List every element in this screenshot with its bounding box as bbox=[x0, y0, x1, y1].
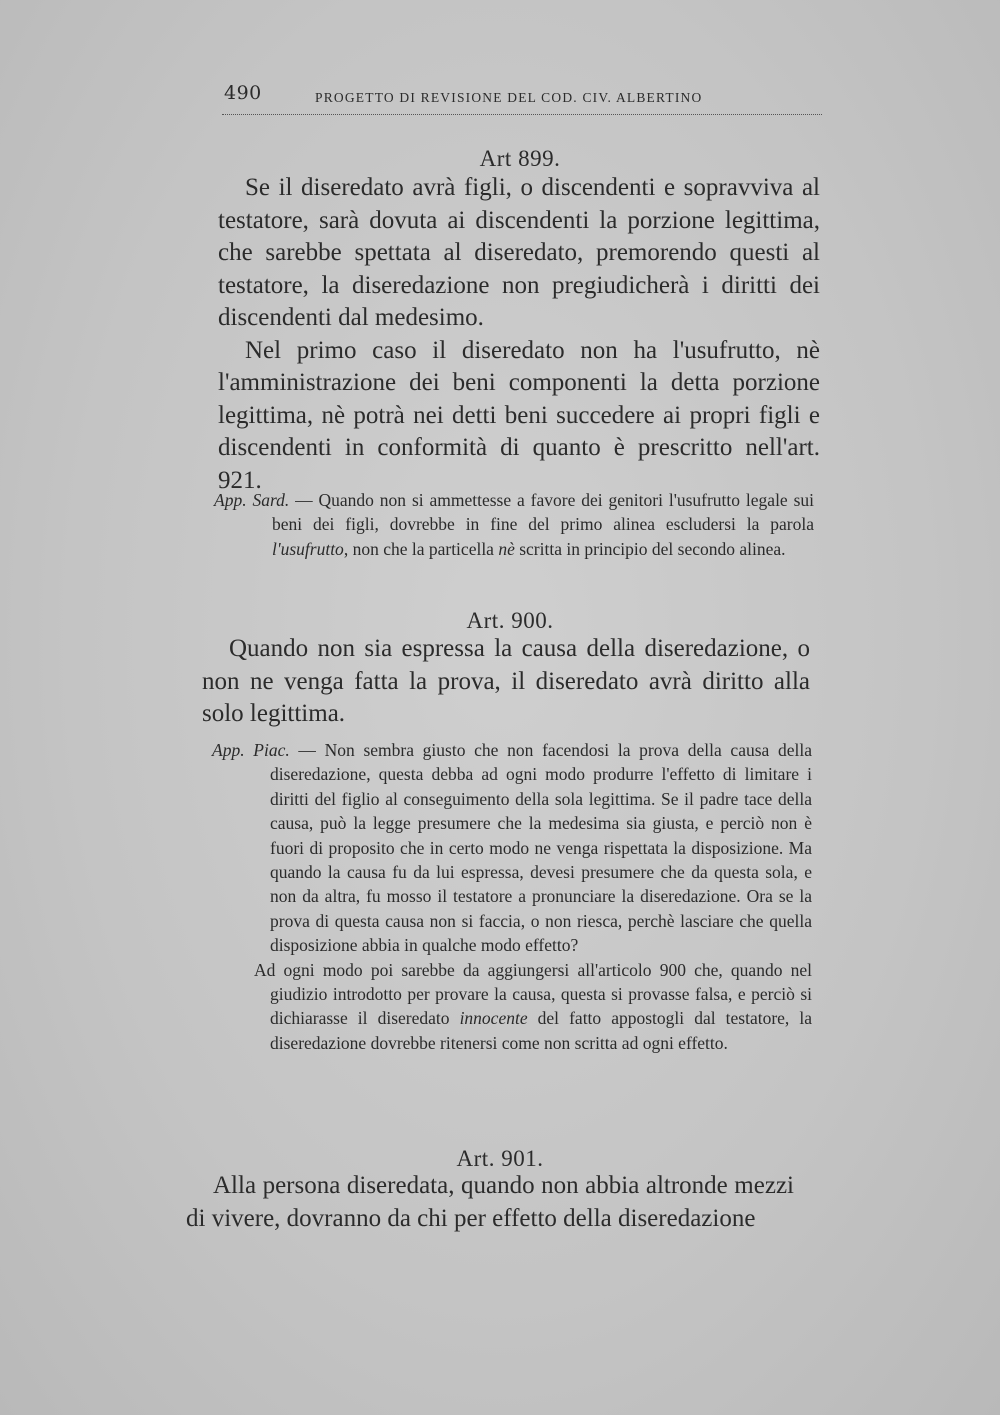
note-app-piac: App. Piac. — Non sembra giusto che non facendosi la prova della causa della diseredazione, questa debba ad ogni modo produrre l'effetto di limitare i diritti del figlio al conseguimento della sola legittima. Se il padre tace della causa, può la legge presumere che la medesima sia giusta, e perciò non è fuori di proposito che in certo modo ne venga rispettata la disposizione. Ma quando la causa fu da lui espressa, devesi presumere che da questa sola, e non da altra, fu mosso il testatore a pronunciare la diseredazione. Ora se la prova di questa causa non si faccia, o non riesca, perchè lasciare che quella disposizione abbia in qualche modo effetto? Ad ogni modo poi sarebbe da aggiungersi all'articolo 900 che, quando nel giudizio introdotto per provare la causa, questa si provasse falsa, e perciò si dichiarasse il diseredato innocente del fatto appostogli dal testatore, la diseredazione dovrebbe ritenersi come non scritta ad ogni effetto. bbox=[212, 740, 812, 1053]
article-899-heading: Art 899. bbox=[479, 146, 561, 171]
note-source: App. Sard. bbox=[214, 490, 290, 510]
article-900-heading: Art. 900. bbox=[466, 608, 554, 633]
running-title: PROGETTO DI REVISIONE DEL COD. CIV. ALBERTINO bbox=[315, 90, 703, 105]
note-app-sard: App. Sard. — Quando non si ammettesse a favore dei genitori l'usufrutto legale sui beni dei figli, dovrebbe in fine del primo alinea escludersi la parola l'usufrutto, non che la particella nè scritta in principio del secondo alinea. bbox=[214, 490, 815, 559]
article-901-body bbox=[186, 1170, 794, 1235]
page-number: 490 bbox=[224, 82, 262, 104]
article-899-paragraph-2: Nel primo caso il diseredato non ha l'usufrutto, nè l'amministrazione dei beni componenti la detta porzione legittima, nè potrà nei detti beni succedere ai propri figli e discendenti in conformità di quanto è prescritto nell'art. 921. bbox=[218, 336, 820, 494]
article-899-paragraph-1: Se il diseredato avrà figli, o discendenti e sopravviva al testatore, sarà dovuta ai discendenti la porzione legittima, che sarebbe spettata al diseredato, premorendo questi al testatore, la diseredazione non pregiudicherà i diritti dei discendenti dal medesimo. bbox=[218, 174, 820, 331]
article-900-paragraph-1: Quando non sia espressa la causa della diseredazione, o non ne venga fatta la prova, il diseredato avrà diritto alla solo legittima. bbox=[202, 635, 810, 727]
article-899-body bbox=[218, 172, 820, 497]
article-900-body bbox=[202, 633, 810, 731]
page-header bbox=[222, 82, 822, 122]
header-rule bbox=[222, 114, 822, 115]
article-901-heading: Art. 901. bbox=[456, 1146, 544, 1171]
note-source: App. Piac. bbox=[212, 740, 290, 760]
article-901-paragraph-1: Alla persona diseredata, quando non abbia altronde mezzi di vivere, dovranno da chi per effetto della diseredazione bbox=[186, 1172, 794, 1232]
